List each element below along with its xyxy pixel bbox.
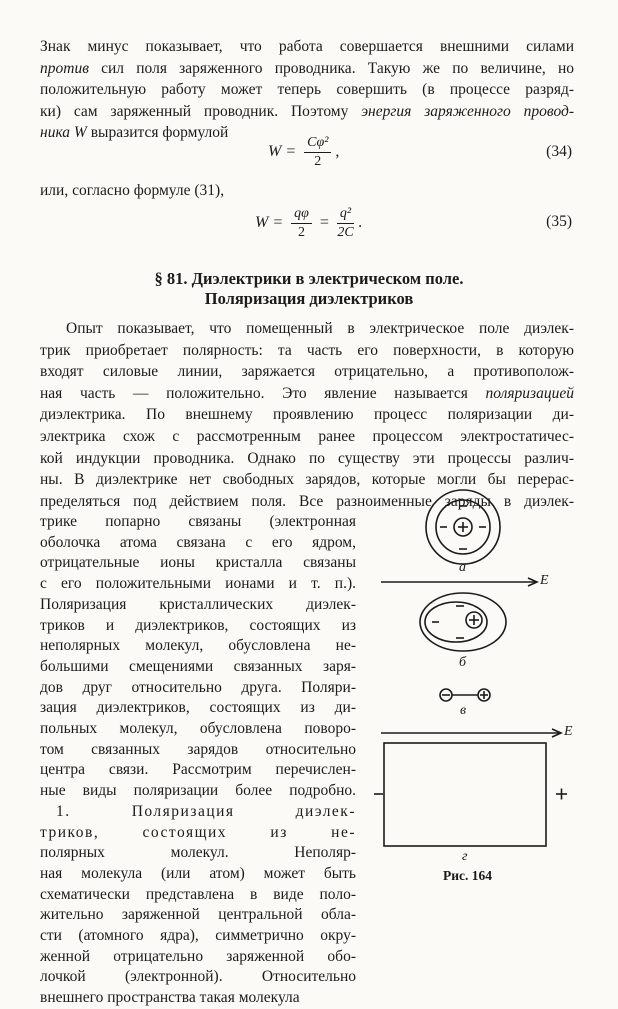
formula-34: W = $\frac{\text{Cφ²}}{2}$ , <box>268 135 340 169</box>
narrow-line: центра связи. Рассмотрим перечислен- <box>40 761 356 779</box>
narrow-column <box>40 512 356 1009</box>
narrow-line: польных молекул, обусловлена поворо- <box>40 720 356 738</box>
equation-number-34: (34) <box>546 143 572 160</box>
top-line-2: против сил поля заряженного проводника. Такую же по величине, но <box>40 59 574 77</box>
narrow-line: женной отрицательно заряженной обо- <box>40 947 356 965</box>
narrow-line: 1. Поляризация диэлек- <box>56 802 356 820</box>
body-line: входят силовые линии, заряжается отрицательно, а противополож- <box>40 363 574 381</box>
narrow-line: полярных молекул. Неполяр- <box>40 844 356 862</box>
narrow-line: с его положительными ионами и т. п.). <box>40 575 356 593</box>
narrow-line: большими смещениями связанных заря- <box>40 657 356 675</box>
top-line-3: положительную работу может теперь совершить (в процессе разряд- <box>40 81 574 99</box>
top-line-5: ника W выразится формулой <box>40 124 229 142</box>
narrow-line: схематически представлена в виде поло- <box>40 885 356 903</box>
narrow-line: отрицательные ионы кристалла связаны <box>40 554 356 572</box>
figure-caption: Рис. 164 <box>443 868 493 883</box>
label-b: б <box>459 655 467 670</box>
body-line: диэлектрика. По внешнему проявлению процесс поляризации ди- <box>40 406 574 424</box>
label-v: в <box>460 703 467 718</box>
section-title-line-2: Поляризация диэлектриков <box>204 289 414 308</box>
narrow-line: ные виды поляризации более подробно. <box>40 782 356 800</box>
narrow-line: дов друг относительно друга. Поляри- <box>40 678 356 696</box>
dielectric-slab <box>384 743 546 846</box>
narrow-line: зация диэлектриков, состоящих из ди- <box>40 699 356 717</box>
top-paragraph <box>40 36 574 144</box>
field-line-upper <box>381 578 537 586</box>
narrow-line: неполярных молекул, обусловлена не- <box>40 637 356 655</box>
narrow-line: ная молекула (или атом) может быть <box>40 864 356 882</box>
equation-number-35: (35) <box>546 213 572 230</box>
body-line: ная часть — положительно. Это явление называется поляризацией <box>40 384 574 402</box>
top-line-4: ки) сам заряженный проводник. Поэтому энергия заряженного провод- <box>40 102 574 120</box>
top-line-1: Знак минус показывает, что работа совершается внешними силами <box>40 38 574 55</box>
label-g: г <box>462 849 468 864</box>
narrow-line: внешнего пространства такая молекула <box>40 989 300 1007</box>
body-line: кой индукции проводника. Однако по существу эти процессы различ- <box>40 449 574 467</box>
atom-polarized <box>420 593 506 651</box>
narrow-line: лочкой (электронной). Относительно <box>40 968 356 986</box>
body-line: пределяться под действием поля. Все разноименные заряды в диэлек- <box>40 492 574 510</box>
body-line: электрика схож с рассмотренным ранее процессом электростатичес- <box>40 427 574 445</box>
section-title-line-1: § 81. Диэлектрики в электрическом поле. <box>154 269 464 288</box>
body-line: Опыт показывает, что помещенный в электрическое поле диэлек- <box>66 320 574 337</box>
narrow-line: Поляризация кристаллических диэлек- <box>40 595 356 613</box>
intro-formula-31: или, согласно формуле (31), <box>40 182 225 199</box>
body-paragraph <box>40 318 574 512</box>
field-label-upper: E <box>540 573 549 588</box>
field-label-lower: E <box>564 724 573 739</box>
formula-35: W = $\frac{q\varphi}{2}$ = $\frac{\text{q²}}{2C}$ . <box>255 206 363 240</box>
field-line-lower <box>381 729 561 737</box>
narrow-line: триков, состоящих из не- <box>40 823 356 841</box>
dipole <box>440 689 490 701</box>
narrow-line: триков и диэлектриков, состоящих из <box>40 616 356 634</box>
narrow-line: сти (атомного ядра), симметрично окру- <box>40 927 356 945</box>
body-line: ны. В диэлектрике нет свободных зарядов, которые могли бы перерас- <box>40 471 574 489</box>
narrow-line: оболочка атома связана с его ядром, <box>40 533 356 551</box>
narrow-line: том связанных зарядов относительно <box>40 740 356 758</box>
body-line: трик приобретает полярность: та часть его поверхности, в которую <box>40 341 574 359</box>
narrow-line: трике попарно связаны (электронная <box>40 513 356 530</box>
narrow-line: жительно заряженной центральной обла- <box>40 906 356 924</box>
label-a: а <box>459 560 466 575</box>
